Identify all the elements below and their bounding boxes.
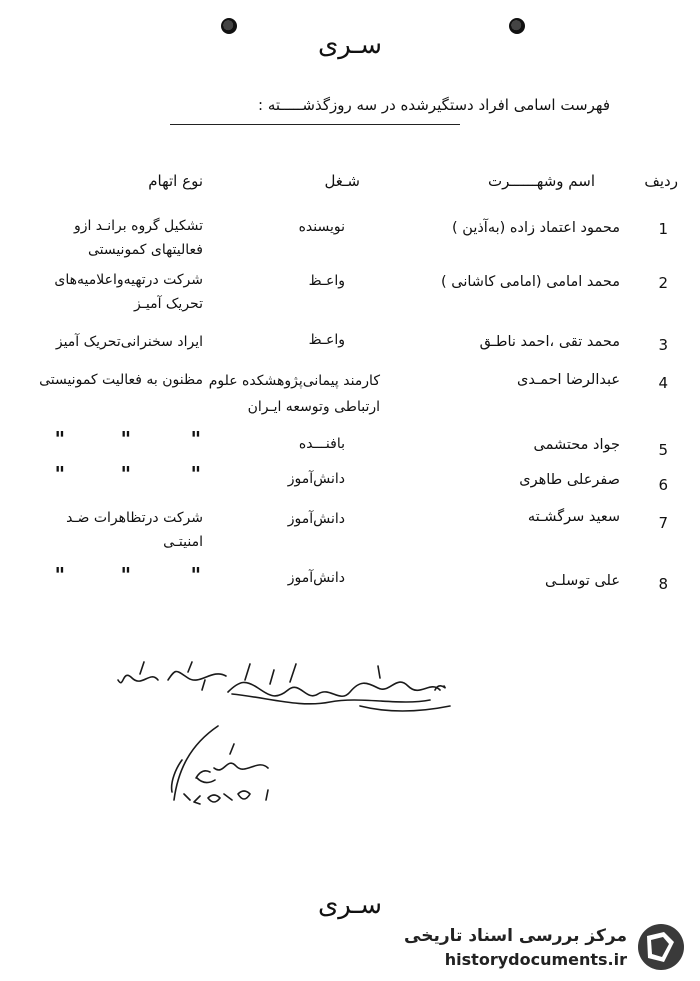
ditto-marks: " " " bbox=[54, 563, 201, 587]
person-name: جواد محتشمی bbox=[533, 437, 620, 453]
person-name: عبدالرضا احمـدی bbox=[516, 372, 620, 388]
watermark-title: مرکز بررسی اسناد تاریخی bbox=[404, 926, 627, 946]
charge: مظنون به فعالیت کمونیستی bbox=[39, 372, 203, 388]
charge: شرکت درتهیه‌واعلامیه‌های تحریک آمیـز bbox=[54, 272, 203, 312]
row-number: 5 bbox=[658, 441, 668, 459]
occupation: واعـظ bbox=[308, 273, 345, 289]
column-header-charge: نوع اتهام bbox=[148, 172, 203, 190]
row-number: 1 bbox=[658, 220, 668, 238]
occupation: دانش‌آموز bbox=[287, 471, 345, 487]
handwritten-annotation bbox=[0, 650, 700, 830]
row-number: 4 bbox=[658, 374, 668, 392]
classification-bottom: سـرى bbox=[317, 890, 383, 920]
occupation: دانش‌آموز bbox=[287, 570, 345, 586]
person-name: علی توسلـی bbox=[545, 573, 620, 589]
person-name: صفرعلی طاهری bbox=[519, 472, 620, 488]
charge: ایراد سخنرانی‌تحریک آمیز bbox=[55, 334, 203, 350]
person-name: محمد تقی ،احمد ناطـق bbox=[479, 334, 620, 350]
occupation: کارمند پیمانی‌پژوهشکده علوم ارتباطی وتوسعه ایـران bbox=[208, 373, 380, 415]
classification-top: سـرى bbox=[317, 30, 383, 60]
occupation: نویسنده bbox=[298, 219, 345, 235]
archive-logo-icon bbox=[634, 922, 688, 972]
document-heading: فهرست اسامی افراد دستگیرشده در سه روزگذشـــــته : bbox=[258, 96, 610, 114]
row-number: 7 bbox=[658, 514, 668, 532]
column-header-job: شـغل bbox=[324, 172, 360, 190]
row-number: 8 bbox=[658, 575, 668, 593]
ditto-marks: " " " bbox=[54, 427, 201, 451]
row-number: 3 bbox=[658, 336, 668, 354]
row-number: 6 bbox=[658, 476, 668, 494]
person-name: سعید سرگشـته bbox=[527, 509, 620, 525]
occupation: دانش‌آموز bbox=[287, 511, 345, 527]
charge: تشکیل گروه برانـد ازو فعالیتهای کمونیستی bbox=[73, 218, 203, 258]
column-header-rownum: ردیف bbox=[644, 172, 678, 190]
person-name: محمد امامی (امامی کاشانی ) bbox=[440, 274, 620, 290]
heading-underline bbox=[170, 124, 460, 125]
ditto-marks: " " " bbox=[54, 462, 201, 486]
charge: شرکت درتظاهرات ضـد امنیتـی bbox=[66, 510, 203, 550]
column-header-name: اسم وشهــــــرت bbox=[488, 172, 595, 190]
occupation: واعـظ bbox=[308, 332, 345, 348]
occupation: بافنـــده bbox=[298, 436, 345, 452]
row-number: 2 bbox=[658, 274, 668, 292]
watermark-url: historydocuments.ir bbox=[444, 950, 627, 969]
person-name: محمود اعتماد زاده (به‌آذین ) bbox=[452, 220, 620, 236]
